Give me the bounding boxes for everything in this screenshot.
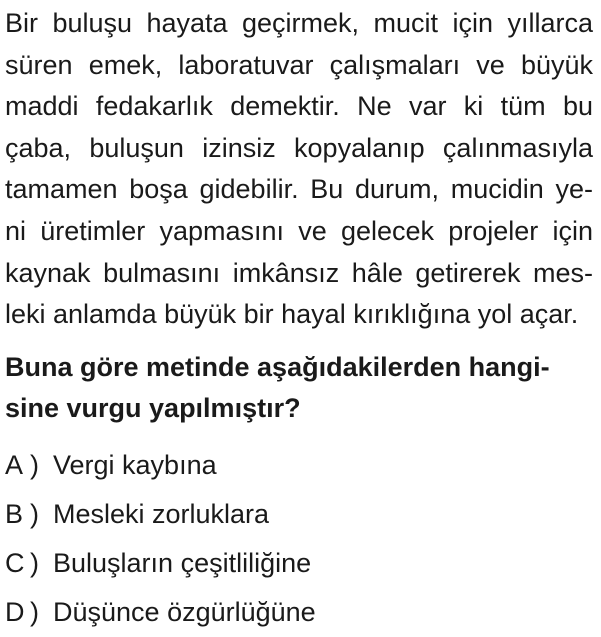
passage-line: leki anlamda büyük bir hayal kırıklığına yol açar.: [5, 299, 579, 330]
option-letter: D: [5, 596, 25, 627]
question-stem: [5, 347, 593, 429]
question-line: sine vurgu yapılmıştır?: [5, 392, 301, 423]
passage-line: çaba, buluşun izinsiz kopyalanıp çalınmasıyla: [5, 132, 593, 163]
option-letter: C: [5, 547, 25, 578]
option-paren: ): [30, 449, 39, 480]
option-paren: ): [30, 498, 39, 529]
option-text: Düşünce özgürlüğüne: [53, 596, 316, 627]
option-text: Buluşların çeşitliliğine: [53, 547, 312, 578]
passage-line: kaynak bulmasını imkânsız hâle getirerek mes-: [5, 257, 593, 288]
option-paren: ): [30, 596, 39, 627]
option-b[interactable]: [5, 490, 593, 539]
answer-options: [5, 441, 593, 637]
passage-line: maddi fedakarlık demektir. Ne var ki tüm bu: [5, 91, 593, 122]
passage-line: tamamen boşa gidebilir. Bu durum, mucidin ye-: [5, 174, 593, 205]
passage-line: ni üretimler yapmasını ve gelecek projeler için: [5, 215, 593, 246]
option-letter: A: [5, 449, 24, 480]
option-c[interactable]: [5, 539, 593, 588]
option-letter: B: [5, 498, 24, 529]
option-a[interactable]: [5, 441, 593, 490]
reading-passage: [5, 0, 593, 336]
question-line: Buna göre metinde aşağıdakilerden hangi-: [5, 351, 550, 382]
option-d[interactable]: [5, 588, 593, 637]
option-text: Mesleki zorluklara: [53, 498, 270, 529]
passage-line: süren emek, laboratuvar çalışmaları ve büyük: [5, 49, 593, 80]
option-text: Vergi kaybına: [53, 449, 217, 480]
passage-line: Bir buluşu hayata geçirmek, mucit için yıllarca: [5, 8, 593, 38]
option-paren: ): [30, 547, 39, 578]
